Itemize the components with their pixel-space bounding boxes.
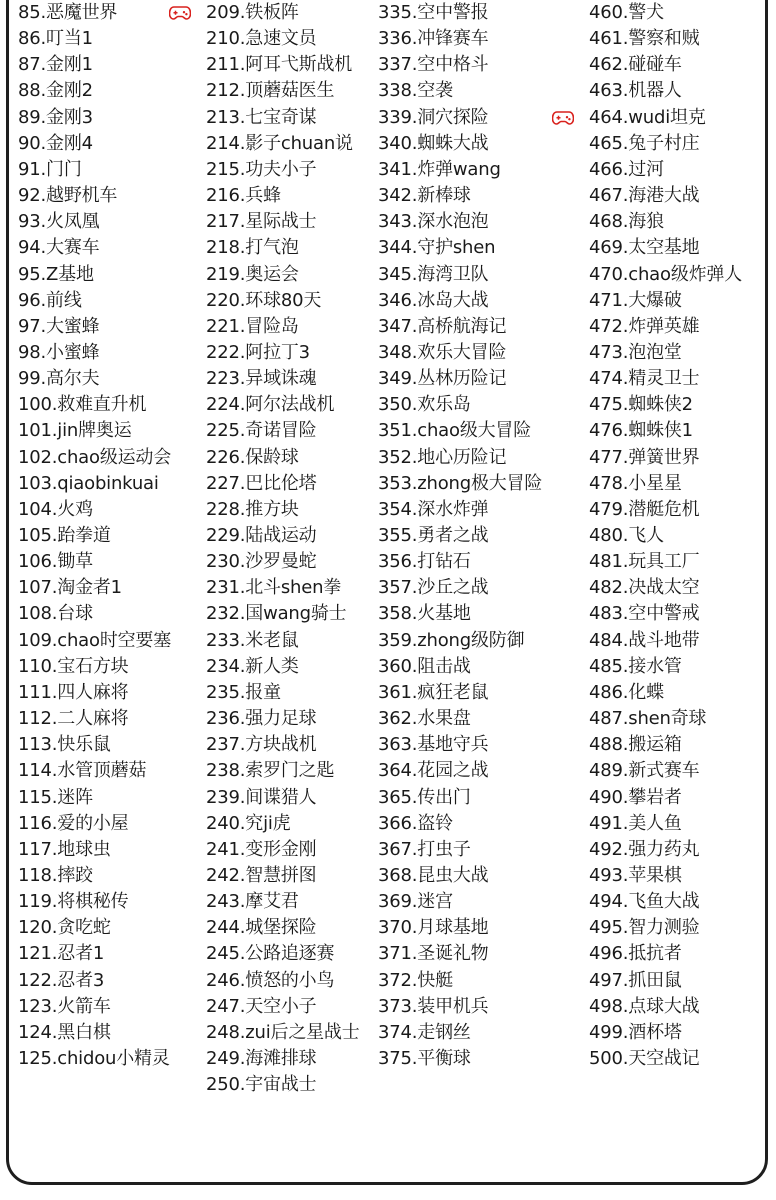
game-list-item: 356.打钻石 — [378, 551, 471, 573]
game-list-item: 474.精灵卫士 — [589, 368, 700, 390]
game-controller-icon — [169, 6, 191, 20]
game-list-item: 336.冲锋赛车 — [378, 28, 489, 50]
game-list-item: 91.门门 — [18, 158, 82, 180]
game-list-item: 246.愤怒的小鸟 — [206, 969, 335, 991]
game-list-item: 245.公路追逐赛 — [206, 943, 335, 965]
game-list-item: 360.阻击战 — [378, 655, 471, 677]
game-list-item: 348.欢乐大冒险 — [378, 341, 507, 363]
game-list-item: 241.变形金刚 — [206, 838, 317, 860]
game-list-item: 96.前线 — [18, 289, 82, 311]
game-list-item: 87.金刚1 — [18, 54, 93, 76]
game-list-item: 116.爱的小屋 — [18, 812, 129, 834]
game-list-item: 230.沙罗曼蛇 — [206, 551, 317, 573]
game-list-item: 221.冒险岛 — [206, 315, 299, 337]
game-list-item: 122.忍者3 — [18, 969, 105, 991]
game-list-item: 337.空中格斗 — [378, 54, 489, 76]
game-list-item: 216.兵蜂 — [206, 185, 281, 207]
game-list-item: 238.索罗门之匙 — [206, 760, 335, 782]
game-list-item: 497.抓田鼠 — [589, 969, 682, 991]
game-list-item: 124.黑白棋 — [18, 1021, 111, 1043]
game-list-item: 480.飞人 — [589, 525, 664, 546]
game-list-item: 94.大赛车 — [18, 237, 100, 259]
game-list-item: 101.jin牌奥运 — [18, 420, 132, 442]
game-list-item: 341.炸弹wang — [378, 158, 501, 180]
game-list-item: 250.宇宙战士 — [206, 1074, 317, 1096]
game-list-item: 226.保龄球 — [206, 446, 299, 468]
game-list-item: 113.快乐鼠 — [18, 734, 111, 756]
game-list-item: 98.小蜜蜂 — [18, 341, 100, 363]
game-list-item: 464.wudi坦克 — [589, 106, 706, 128]
game-list-item: 482.决战太空 — [589, 577, 700, 599]
game-list-item: 496.抵抗者 — [589, 943, 682, 965]
game-list-item: 232.国wang骑士 — [206, 603, 347, 625]
game-list-item: 361.疯狂老鼠 — [378, 681, 489, 703]
game-list-item: 103.qiaobinkuai — [18, 472, 159, 494]
game-list-item: 353.zhong极大冒险 — [378, 472, 543, 494]
game-list-item: 86.叮当1 — [18, 28, 93, 50]
game-list-item: 347.高桥航海记 — [378, 315, 507, 337]
game-list-item: 462.碰碰车 — [589, 54, 682, 76]
game-list-item: 483.空中警戒 — [589, 603, 700, 625]
game-list-item: 235.报童 — [206, 681, 281, 703]
game-list-item: 120.贪吃蛇 — [18, 917, 111, 939]
game-list-item: 110.宝石方块 — [18, 655, 129, 677]
game-list-item: 112.二人麻将 — [18, 708, 129, 730]
game-list-item: 358.火基地 — [378, 603, 471, 625]
game-list-item: 214.影子chuan说 — [206, 132, 353, 154]
game-list-item: 342.新棒球 — [378, 185, 471, 207]
game-list-item: 99.高尔夫 — [18, 368, 100, 390]
game-list-item: 469.太空基地 — [589, 237, 700, 259]
game-list-item: 117.地球虫 — [18, 838, 111, 860]
game-list-item: 223.异域诛魂 — [206, 368, 317, 390]
game-list-item: 222.阿拉丁3 — [206, 341, 310, 363]
game-list-item: 88.金刚2 — [18, 80, 93, 102]
game-list-item: 209.铁板阵 — [206, 2, 299, 23]
game-list-item: 114.水管顶蘑菇 — [18, 760, 147, 782]
game-list-item: 373.装甲机兵 — [378, 995, 489, 1017]
game-list-item: 460.警犬 — [589, 2, 664, 23]
game-list-item: 108.台球 — [18, 603, 93, 625]
game-list-item: 470.chao级炸弹人 — [589, 263, 743, 285]
game-list-item: 492.强力药丸 — [589, 838, 700, 860]
game-list-item: 107.淘金者1 — [18, 577, 122, 599]
game-list-item: 349.丛林历险记 — [378, 368, 507, 390]
game-list-item: 498.点球大战 — [589, 995, 700, 1017]
game-list-item: 85.恶魔世界 — [18, 2, 118, 23]
game-list-item: 118.摔跤 — [18, 864, 93, 886]
game-list-item: 355.勇者之战 — [378, 525, 489, 546]
game-list-item: 339.洞穴探险 — [378, 106, 489, 128]
game-list-item: 477.弹簧世界 — [589, 446, 700, 468]
game-list-item: 244.城堡探险 — [206, 917, 317, 939]
game-list-item: 468.海狼 — [589, 211, 664, 233]
game-list-item: 365.传出门 — [378, 786, 471, 808]
game-list-item: 338.空袭 — [378, 80, 453, 102]
game-list-item: 335.空中警报 — [378, 2, 489, 23]
game-controller-icon — [552, 111, 574, 125]
game-list-item: 370.月球基地 — [378, 917, 489, 939]
game-list-item: 218.打气泡 — [206, 237, 299, 259]
game-list-item: 97.大蜜蜂 — [18, 315, 100, 337]
game-list-item: 463.机器人 — [589, 80, 682, 102]
game-list-item: 89.金刚3 — [18, 106, 93, 128]
game-list-item: 499.酒杯塔 — [589, 1021, 682, 1043]
game-list-item: 364.花园之战 — [378, 760, 489, 782]
game-list-item: 467.海港大战 — [589, 185, 700, 207]
game-list-item: 461.警察和贼 — [589, 28, 700, 50]
game-list-item: 212.顶蘑菇医生 — [206, 80, 335, 102]
game-list-item: 344.守护shen — [378, 237, 496, 259]
game-list-item: 119.将棋秘传 — [18, 891, 129, 913]
game-list-item: 247.天空小子 — [206, 995, 317, 1017]
game-list-item: 350.欢乐岛 — [378, 394, 471, 416]
game-list-item: 486.化蝶 — [589, 681, 664, 703]
game-list-item: 109.chao时空要塞 — [18, 629, 172, 651]
game-list-item: 248.zui后之星战士 — [206, 1021, 360, 1043]
game-list-item: 363.基地守兵 — [378, 734, 489, 756]
game-list-item: 123.火箭车 — [18, 995, 111, 1017]
game-list-item: 229.陆战运动 — [206, 525, 317, 546]
game-list-item: 479.潜艇危机 — [589, 498, 700, 520]
game-list-item: 343.深水泡泡 — [378, 211, 489, 233]
game-list-item: 493.苹果棋 — [589, 864, 682, 886]
game-list-item: 346.冰岛大战 — [378, 289, 489, 311]
game-list-item: 500.天空战记 — [589, 1048, 700, 1069]
game-list-item: 106.锄草 — [18, 551, 93, 573]
game-list-item: 211.阿耳弋斯战机 — [206, 54, 353, 76]
game-list-item: 484.战斗地带 — [589, 629, 700, 651]
game-list-item: 215.功夫小子 — [206, 158, 317, 180]
game-list-item: 487.shen奇球 — [589, 708, 707, 730]
game-list-item: 362.水果盘 — [378, 708, 471, 730]
game-list-item: 125.chidou小精灵 — [18, 1048, 170, 1069]
game-list-item: 473.泡泡堂 — [589, 341, 682, 363]
game-list-item: 239.间谍猎人 — [206, 786, 317, 808]
game-list-item: 225.奇诺冒险 — [206, 420, 317, 442]
game-list-item: 115.迷阵 — [18, 786, 93, 808]
game-list-item: 224.阿尔法战机 — [206, 394, 335, 416]
game-list-item: 233.米老鼠 — [206, 629, 299, 651]
game-list-item: 495.智力测验 — [589, 917, 700, 939]
game-list-item: 231.北斗shen拳 — [206, 577, 342, 599]
game-list-item: 90.金刚4 — [18, 132, 93, 154]
game-list-item: 100.救难直升机 — [18, 394, 147, 416]
game-list-item: 490.攀岩者 — [589, 786, 682, 808]
game-list-item: 104.火鸡 — [18, 498, 93, 520]
game-list-item: 475.蜘蛛侠2 — [589, 394, 693, 416]
game-list-item: 351.chao级大冒险 — [378, 420, 532, 442]
game-list-item: 371.圣诞礼物 — [378, 943, 489, 965]
game-list-item: 242.智慧拼图 — [206, 864, 317, 886]
game-list-item: 240.究ji虎 — [206, 812, 291, 834]
game-list-item: 466.过河 — [589, 158, 664, 180]
game-list-item: 340.蜘蛛大战 — [378, 132, 489, 154]
game-list-item: 372.快艇 — [378, 969, 453, 991]
game-list-item: 368.昆虫大战 — [378, 864, 489, 886]
game-list-item: 220.环球80天 — [206, 289, 322, 311]
game-list-item: 481.玩具工厂 — [589, 551, 700, 573]
game-list-item: 213.七宝奇谋 — [206, 106, 317, 128]
game-list-item: 219.奥运会 — [206, 263, 299, 285]
game-list-item: 121.忍者1 — [18, 943, 105, 965]
game-list-item: 92.越野机车 — [18, 185, 118, 207]
game-list-item: 236.强力足球 — [206, 708, 317, 730]
game-list-item: 488.搬运箱 — [589, 734, 682, 756]
game-list-item: 352.地心历险记 — [378, 446, 507, 468]
game-list-item: 95.Z基地 — [18, 263, 94, 285]
game-list-item: 102.chao级运动会 — [18, 446, 172, 468]
game-list-item: 93.火凤凰 — [18, 211, 100, 233]
game-list-item: 354.深水炸弹 — [378, 498, 489, 520]
game-list-item: 359.zhong级防御 — [378, 629, 525, 651]
game-list-item: 357.沙丘之战 — [378, 577, 489, 599]
game-list-item: 471.大爆破 — [589, 289, 682, 311]
game-list-item: 494.飞鱼大战 — [589, 891, 700, 913]
game-list-item: 234.新人类 — [206, 655, 299, 677]
game-list-item: 243.摩艾君 — [206, 891, 299, 913]
game-list-item: 366.盗铃 — [378, 812, 453, 834]
game-list-item: 111.四人麻将 — [18, 681, 129, 703]
game-list-item: 489.新式赛车 — [589, 760, 700, 782]
game-list-item: 217.星际战士 — [206, 211, 317, 233]
game-list-item: 491.美人鱼 — [589, 812, 682, 834]
game-list-item: 478.小星星 — [589, 472, 682, 494]
game-list-item: 210.急速文员 — [206, 28, 317, 50]
game-list-item: 485.接水管 — [589, 655, 682, 677]
game-list-item: 369.迷宫 — [378, 891, 453, 913]
game-list-item: 375.平衡球 — [378, 1048, 471, 1069]
game-list-item: 227.巴比伦塔 — [206, 472, 317, 494]
game-list-item: 345.海湾卫队 — [378, 263, 489, 285]
game-list-item: 374.走钢丝 — [378, 1021, 471, 1043]
game-list-item: 228.推方块 — [206, 498, 299, 520]
game-list-item: 249.海滩排球 — [206, 1048, 317, 1069]
game-list-item: 105.跆拳道 — [18, 525, 111, 546]
game-list-item: 465.兔子村庄 — [589, 132, 700, 154]
game-list-item: 237.方块战机 — [206, 734, 317, 756]
game-list-item: 367.打虫子 — [378, 838, 471, 860]
game-list-item: 472.炸弹英雄 — [589, 315, 700, 337]
game-list-item: 476.蜘蛛侠1 — [589, 420, 693, 442]
